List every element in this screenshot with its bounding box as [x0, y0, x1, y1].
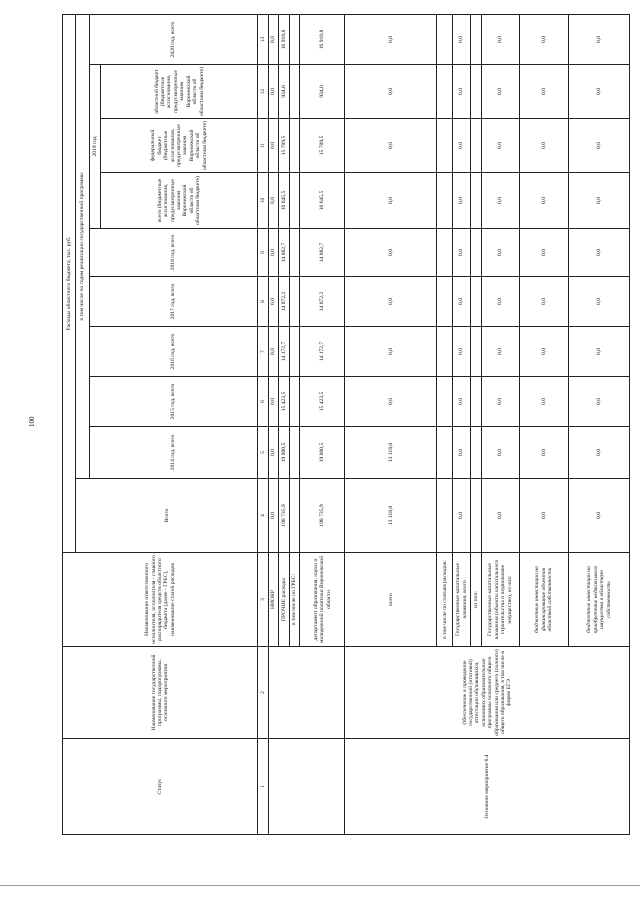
value-cell: 15 423,5 — [300, 377, 345, 427]
value-cell: 0,0 — [519, 119, 568, 173]
value-cell — [289, 173, 300, 229]
event-name: Обеспечение и проведение государственной (итоговой) аттестации обучающихся, освоивших образовательные программы основного общего образования или среднего (полного) общего образования, в том числе в форме ЕГЭ — [345, 647, 630, 739]
value-cell: 16 645,5 — [279, 173, 290, 229]
value-cell — [289, 119, 300, 173]
value-cell: 0,0 — [345, 173, 437, 229]
value-cell: 0,0 — [268, 119, 279, 173]
value-cell: 0,0 — [481, 479, 519, 553]
column-numbers-row — [258, 15, 268, 835]
column-number: 5 — [258, 427, 268, 479]
value-cell — [289, 377, 300, 427]
value-cell — [471, 173, 482, 229]
header-2020: 2020 год, всего — [89, 15, 257, 65]
value-cell: 0,0 — [268, 427, 279, 479]
column-number: 2 — [258, 647, 268, 739]
value-cell: 14 872,2 — [279, 277, 290, 327]
value-cell: 0,0 — [519, 173, 568, 229]
value-cell: 0,0 — [268, 65, 279, 119]
value-cell: 0,0 — [268, 377, 279, 427]
value-cell: 198 735,9 — [300, 479, 345, 553]
value-cell — [437, 479, 453, 553]
value-cell: 13 118,0 — [345, 427, 437, 479]
value-cell — [437, 377, 453, 427]
value-cell: 0,0 — [481, 277, 519, 327]
row-label: Государственные капитальные вложения (объекты капитального строительства и недвижимое имущество), из них: — [481, 553, 519, 647]
row-label: бюджетные инвестиции на приобретение недвижимого имущества в областную собственность — [569, 553, 630, 647]
value-cell: 0,0 — [268, 15, 279, 65]
column-number: 9 — [258, 229, 268, 277]
value-cell: 0,0 — [519, 327, 568, 377]
column-number: 12 — [258, 65, 268, 119]
value-cell: 0,0 — [569, 479, 630, 553]
value-cell — [289, 479, 300, 553]
value-cell: 0,0 — [519, 277, 568, 327]
value-cell: 0,0 — [481, 229, 519, 277]
column-number: 7 — [258, 327, 268, 377]
value-cell: 0,0 — [481, 377, 519, 427]
value-cell — [471, 327, 482, 377]
column-number: 6 — [258, 377, 268, 427]
header-program-name: Наименование государственной программы, подпрограммы, основного мероприятия — [63, 647, 258, 739]
budget-table — [62, 14, 630, 835]
value-cell: 15 709,5 — [300, 119, 345, 173]
value-cell: 0,0 — [453, 229, 471, 277]
value-cell: 0,0 — [569, 15, 630, 65]
value-cell: 19 800,5 — [300, 427, 345, 479]
value-cell — [471, 65, 482, 119]
value-cell: 0,0 — [268, 229, 279, 277]
table-row — [268, 15, 279, 835]
value-cell — [471, 15, 482, 65]
header-2018: 2018 год, всего — [89, 229, 257, 277]
value-cell: 0,0 — [569, 277, 630, 327]
header-by-years: в том числе по годам реализации государственной программы — [76, 15, 89, 479]
value-cell: 0,0 — [569, 119, 630, 173]
row-label: департамент образования, науки и молодежной политики Воронежской области — [300, 553, 345, 647]
header-2017: 2017 год, всего — [89, 277, 257, 327]
value-cell: 0,0 — [453, 377, 471, 427]
value-cell: 934,0 — [279, 65, 290, 119]
value-cell: 16 645,5 — [300, 173, 345, 229]
header-2019-federal: федеральный бюджет (бюджетные ассигнования, предусмотренные законом Воронежской области об областном бюджете) — [101, 119, 258, 173]
column-number: 13 — [258, 15, 268, 65]
value-cell: 0,0 — [345, 327, 437, 377]
value-cell: 198 735,9 — [279, 479, 290, 553]
value-cell — [471, 229, 482, 277]
value-cell — [437, 119, 453, 173]
value-cell: 16 918,8 — [279, 15, 290, 65]
value-cell — [471, 277, 482, 327]
header-2019-regional: областной бюджет (бюджетные ассигнования, предусмотренные законом Воронежской области об областном бюджете) — [101, 65, 258, 119]
rotated-page-content — [62, 15, 630, 835]
value-cell — [289, 427, 300, 479]
value-cell — [289, 277, 300, 327]
column-number: 1 — [258, 739, 268, 835]
column-number: 10 — [258, 173, 268, 229]
status-cell — [268, 739, 345, 835]
value-cell: 14 172,7 — [300, 327, 345, 377]
row-label: НИОКР — [268, 553, 279, 647]
table-row — [345, 15, 437, 835]
column-number: 4 — [258, 479, 268, 553]
value-cell: 0,0 — [569, 173, 630, 229]
value-cell: 0,0 — [569, 327, 630, 377]
value-cell: 14 882,7 — [300, 229, 345, 277]
row-label: ПРОЧИЕ расходы — [279, 553, 290, 647]
value-cell — [437, 15, 453, 65]
value-cell: 0,0 — [481, 15, 519, 65]
value-cell — [471, 427, 482, 479]
value-cell: 0,0 — [345, 15, 437, 65]
value-cell: 0,0 — [519, 479, 568, 553]
value-cell: 0,0 — [569, 377, 630, 427]
value-cell — [437, 65, 453, 119]
event-status: Основное мероприятие 6.4 — [345, 739, 630, 835]
page-number: 100 — [28, 416, 36, 427]
value-cell: 0,0 — [569, 65, 630, 119]
value-cell: 0,0 — [268, 277, 279, 327]
value-cell: 0,0 — [345, 65, 437, 119]
bottom-divider — [0, 885, 640, 886]
value-cell: 0,0 — [569, 427, 630, 479]
value-cell: 0,0 — [453, 427, 471, 479]
row-label: из них: — [471, 553, 482, 647]
column-number: 8 — [258, 277, 268, 327]
row-label: в том числе по ГРБС: — [289, 553, 300, 647]
column-number: 11 — [258, 119, 268, 173]
value-cell — [437, 277, 453, 327]
value-cell — [437, 229, 453, 277]
value-cell: 0,0 — [519, 427, 568, 479]
column-number: 3 — [258, 553, 268, 647]
value-cell: 0,0 — [345, 277, 437, 327]
name-cell — [268, 647, 345, 739]
value-cell: 0,0 — [345, 229, 437, 277]
value-cell: 0,0 — [453, 15, 471, 65]
value-cell — [437, 327, 453, 377]
value-cell — [289, 65, 300, 119]
value-cell: 0,0 — [345, 377, 437, 427]
value-cell: 0,0 — [569, 229, 630, 277]
value-cell: 0,0 — [481, 427, 519, 479]
value-cell — [471, 377, 482, 427]
header-2016: 2016 год, всего — [89, 327, 257, 377]
value-cell: 0,0 — [519, 377, 568, 427]
value-cell — [471, 119, 482, 173]
header-2019-total: всего (бюджетные ассигнования, предусмотренные законом Воронежской области об областном бюджете) — [101, 173, 258, 229]
row-label: бюджетные инвестиции на финансирование объектов областной собственности — [519, 553, 568, 647]
value-cell: 0,0 — [268, 479, 279, 553]
row-label: Государственные капитальные вложения, всего — [453, 553, 471, 647]
value-cell: 0,0 — [453, 119, 471, 173]
value-cell: 0,0 — [268, 173, 279, 229]
header-executor: Наименование ответственного исполнителя, исполнителя - главного распорядителя средств областного бюджета (далее - ГРБС), наименование статей расходов — [63, 553, 258, 647]
header-2014: 2014 год, всего — [89, 427, 257, 479]
value-cell: 0,0 — [453, 277, 471, 327]
header-2015: 2015 год, всего — [89, 377, 257, 427]
value-cell: 14 882,7 — [279, 229, 290, 277]
value-cell: 0,0 — [519, 229, 568, 277]
row-label: всего — [345, 553, 437, 647]
value-cell: 19 800,5 — [279, 427, 290, 479]
value-cell: 0,0 — [453, 327, 471, 377]
value-cell — [437, 173, 453, 229]
value-cell: 0,0 — [481, 65, 519, 119]
value-cell: 15 709,5 — [279, 119, 290, 173]
value-cell — [289, 229, 300, 277]
value-cell: 14 172,7 — [279, 327, 290, 377]
value-cell — [471, 479, 482, 553]
value-cell: 0,0 — [519, 65, 568, 119]
value-cell: 0,0 — [453, 173, 471, 229]
value-cell: 0,0 — [519, 15, 568, 65]
header-2019: 2019 год — [89, 65, 100, 229]
value-cell: 15 423,5 — [279, 377, 290, 427]
value-cell: 13 118,0 — [345, 479, 437, 553]
header-status: Статус — [63, 739, 258, 835]
value-cell — [289, 15, 300, 65]
header-total: Всего — [76, 479, 258, 553]
header-expenses: Расходы областного бюджета, тыс. руб. — [63, 15, 76, 553]
value-cell: 0,0 — [481, 327, 519, 377]
value-cell — [289, 327, 300, 377]
value-cell: 0,0 — [453, 479, 471, 553]
value-cell: 0,0 — [481, 119, 519, 173]
value-cell: 0,0 — [453, 65, 471, 119]
value-cell: 0,0 — [268, 327, 279, 377]
value-cell: 16 918,8 — [300, 15, 345, 65]
value-cell: 14 872,2 — [300, 277, 345, 327]
row-label: в том числе по статьям расходов: — [437, 553, 453, 647]
value-cell: 0,0 — [345, 119, 437, 173]
value-cell: 0,0 — [481, 173, 519, 229]
value-cell — [437, 427, 453, 479]
value-cell: 934,0 — [300, 65, 345, 119]
